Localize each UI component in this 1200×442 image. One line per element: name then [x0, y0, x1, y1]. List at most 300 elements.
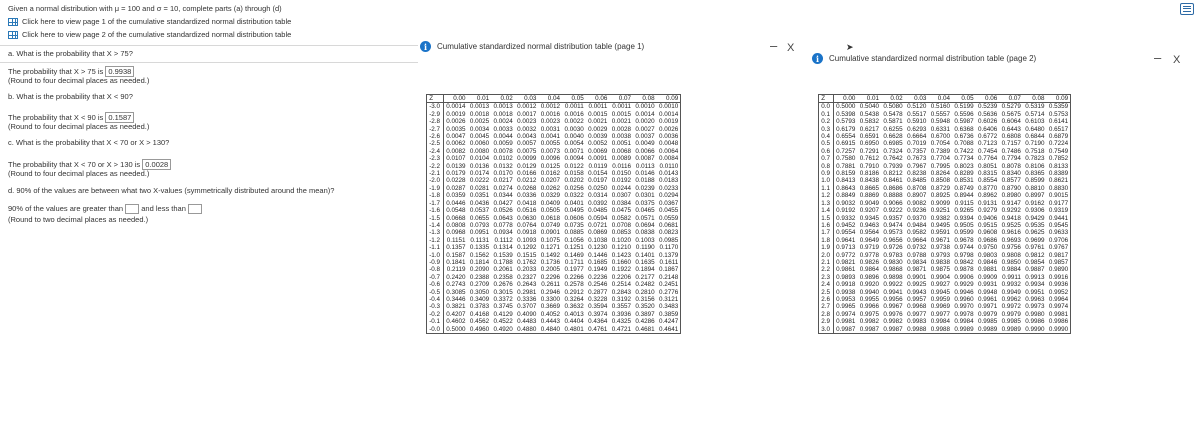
z-value-cell: 0.6 [819, 148, 833, 155]
probability-cell: 0.2033 [517, 266, 537, 274]
probability-cell: 0.0027 [635, 125, 655, 133]
probability-cell: 0.1056 [564, 236, 584, 244]
probability-cell: 0.3121 [659, 295, 679, 303]
probability-cell: 0.0401 [564, 199, 584, 207]
probability-cell: 0.9927 [930, 281, 950, 289]
probability-cell: 0.0351 [469, 192, 490, 200]
probability-cell: 0.0154 [588, 170, 608, 178]
column-header: Z [819, 95, 833, 103]
probability-cell: 0.8365 [1025, 170, 1045, 178]
probability-cell: 0.8810 [1025, 184, 1045, 192]
probability-cell: 0.7019 [907, 140, 927, 148]
probability-cell: 0.0162 [540, 170, 561, 178]
probability-cell: 0.0329 [540, 192, 561, 200]
probability-cell: 0.9984 [954, 318, 974, 326]
table-row [819, 200, 1070, 207]
column-header: 0.04 [539, 95, 563, 103]
probability-cell: 0.0080 [469, 147, 490, 155]
probability-cell: 0.9936 [1048, 281, 1069, 289]
z-value-cell: -0.1 [427, 318, 444, 325]
z-value-cell: 2.9 [819, 318, 833, 325]
probability-cell: 0.0681 [659, 221, 679, 229]
probability-cell: 0.9989 [1001, 325, 1021, 333]
probability-cell: 0.0526 [493, 207, 513, 215]
probability-cell: 0.9115 [954, 199, 974, 207]
probability-cell: 0.0030 [564, 125, 584, 133]
probability-cell: 0.3015 [493, 288, 513, 296]
part-b-note: (Round to four decimal places as needed.) [8, 122, 150, 131]
probability-cell: 0.3897 [635, 310, 655, 318]
probability-cell: 0.7734 [954, 155, 974, 163]
probability-cell: 0.9948 [977, 288, 998, 296]
table-row [819, 103, 1070, 111]
probability-cell: 0.9418 [1001, 214, 1021, 222]
probability-cell: 0.0113 [635, 162, 655, 170]
close-button[interactable]: X [787, 42, 795, 54]
probability-cell: 0.9738 [930, 244, 950, 252]
z-value-cell: 0.0 [819, 103, 833, 111]
probability-cell: 0.2451 [659, 281, 679, 289]
probability-cell: 0.0344 [493, 192, 513, 200]
probability-cell: 0.9979 [977, 310, 998, 318]
probability-cell: 0.9251 [930, 207, 950, 215]
z-value-cell: -1.7 [427, 200, 444, 207]
probability-cell: 0.0110 [659, 162, 679, 170]
probability-cell: 0.1685 [588, 258, 608, 266]
probability-cell: 0.9884 [1001, 266, 1021, 274]
probability-cell: 0.0869 [588, 229, 608, 237]
probability-cell: 0.5239 [977, 103, 998, 111]
probability-cell: 0.9857 [1048, 258, 1069, 266]
probability-cell: 0.6217 [859, 125, 880, 133]
part-d-answer-line [8, 204, 202, 214]
probability-cell: 0.9207 [859, 207, 880, 215]
probability-cell: 0.8980 [1001, 192, 1021, 200]
table-row [819, 140, 1070, 147]
probability-cell: 0.0029 [588, 125, 608, 133]
z-value-cell: 1.7 [819, 229, 833, 236]
column-header: 0.04 [929, 95, 953, 103]
probability-cell: 0.6879 [1048, 133, 1069, 141]
probability-cell: 0.9319 [1048, 207, 1069, 215]
link-page-2-label: Click here to view page 2 of the cumulative standardized normal distribution table [22, 30, 292, 39]
probability-cell: 0.0010 [635, 103, 655, 111]
probability-cell: 0.9463 [859, 221, 880, 229]
probability-cell: 0.4090 [517, 310, 537, 318]
probability-cell: 0.9878 [954, 266, 974, 274]
probability-cell: 0.0427 [493, 199, 513, 207]
probability-cell: 0.0823 [659, 229, 679, 237]
probability-cell: 0.9713 [836, 244, 856, 252]
probability-cell: 0.9625 [1025, 229, 1045, 237]
probability-cell: 0.8708 [907, 184, 927, 192]
probability-cell: 0.0294 [659, 192, 679, 200]
probability-cell: 0.8186 [859, 170, 880, 178]
probability-cell: 0.0166 [517, 170, 537, 178]
probability-cell: 0.9959 [930, 295, 950, 303]
probability-cell: 0.2843 [611, 288, 631, 296]
probability-cell: 0.0015 [588, 110, 608, 118]
probability-cell: 0.0049 [635, 140, 655, 148]
link-page-1[interactable] [8, 17, 291, 26]
probability-cell: 0.6517 [1048, 125, 1069, 133]
probability-cell: 0.3372 [493, 295, 513, 303]
table-row [427, 148, 680, 155]
divider [0, 45, 418, 46]
z-value-cell: -2.4 [427, 148, 444, 155]
probability-cell: 0.7123 [977, 140, 998, 148]
probability-cell: 0.0132 [493, 162, 513, 170]
probability-cell: 0.8888 [883, 192, 903, 200]
table-row [819, 303, 1070, 310]
probability-cell: 0.1423 [611, 251, 631, 259]
minimize-button[interactable]: – [1154, 50, 1162, 65]
z-value-cell: 1.5 [819, 215, 833, 222]
probability-cell: 0.0559 [659, 214, 679, 222]
probability-cell: 0.0032 [517, 125, 537, 133]
z-value-cell: 1.4 [819, 207, 833, 214]
probability-cell: 0.2420 [446, 273, 466, 281]
probability-cell: 0.9545 [1048, 221, 1069, 229]
probability-cell: 0.9945 [930, 288, 950, 296]
probability-cell: 0.0099 [517, 155, 537, 163]
probability-cell: 0.0019 [659, 118, 679, 126]
probability-cell: 0.8849 [836, 192, 856, 200]
part-b-question: b. What is the probability that X < 90? [8, 92, 133, 101]
probability-cell: 0.5199 [954, 103, 974, 111]
probability-cell: 0.8729 [930, 184, 950, 192]
probability-cell: 0.2236 [588, 273, 608, 281]
table-row [427, 215, 680, 222]
z-value-cell: -1.5 [427, 215, 444, 222]
probability-cell: 0.2388 [469, 273, 490, 281]
probability-cell: 0.0233 [659, 184, 679, 192]
z-value-cell: -3.0 [427, 103, 444, 111]
probability-cell: 0.0516 [517, 207, 537, 215]
probability-cell: 0.2981 [517, 288, 537, 296]
probability-cell: 0.0359 [446, 192, 466, 200]
z-value-cell: 1.2 [819, 192, 833, 199]
probability-cell: 0.8159 [836, 170, 856, 178]
probability-cell: 0.2776 [659, 288, 679, 296]
probability-cell: 0.0268 [517, 184, 537, 192]
probability-cell: 0.9987 [859, 325, 880, 333]
probability-cell: 0.2119 [446, 266, 466, 274]
probability-cell: 0.4325 [611, 318, 631, 326]
z-value-cell: 2.7 [819, 303, 833, 310]
probability-cell: 0.9977 [907, 310, 927, 318]
probability-cell: 0.9925 [907, 281, 927, 289]
probability-cell: 0.9974 [836, 310, 856, 318]
probability-cell: 0.0146 [635, 170, 655, 178]
probability-cell: 0.9554 [836, 229, 856, 237]
probability-cell: 0.9345 [859, 214, 880, 222]
probability-cell: 0.9664 [907, 236, 927, 244]
probability-cell: 0.9985 [977, 318, 998, 326]
probability-cell: 0.1977 [564, 266, 584, 274]
table-row [427, 281, 680, 288]
probability-cell: 0.3409 [469, 295, 490, 303]
column-header: Z [427, 95, 444, 103]
probability-cell: 0.0694 [635, 221, 655, 229]
probability-cell: 0.4052 [540, 310, 561, 318]
probability-cell: 0.0721 [588, 221, 608, 229]
probability-cell: 0.8944 [954, 192, 974, 200]
part-b-answer-field[interactable]: 0.1587 [105, 112, 134, 123]
probability-cell: 0.0024 [493, 118, 513, 126]
probability-cell: 0.0012 [517, 103, 537, 111]
probability-cell: 0.9988 [907, 325, 927, 333]
probability-cell: 0.9830 [883, 258, 903, 266]
probability-cell: 0.8485 [907, 177, 927, 185]
probability-cell: 0.0418 [517, 199, 537, 207]
probability-cell: 0.9861 [836, 266, 856, 274]
table-row [427, 155, 680, 162]
probability-cell: 0.7764 [977, 155, 998, 163]
table-row [819, 237, 1070, 244]
probability-cell: 0.8925 [930, 192, 950, 200]
probability-cell: 0.0033 [493, 125, 513, 133]
probability-cell: 0.0582 [611, 214, 631, 222]
probability-cell: 0.9918 [836, 281, 856, 289]
probability-cell: 0.0901 [540, 229, 561, 237]
probability-cell: 0.2061 [493, 266, 513, 274]
probability-cell: 0.9871 [907, 266, 927, 274]
table-row [427, 274, 680, 281]
column-header: 0.07 [610, 95, 634, 103]
probability-cell: 0.2546 [588, 281, 608, 289]
probability-cell: 0.0096 [540, 155, 561, 163]
probability-cell: 0.0066 [635, 147, 655, 155]
probability-cell: 0.9678 [954, 236, 974, 244]
probability-cell: 0.0179 [446, 170, 466, 178]
probability-cell: 0.4443 [540, 318, 561, 326]
probability-cell: 0.9222 [883, 207, 903, 215]
table-row [427, 259, 680, 266]
probability-cell: 0.9608 [977, 229, 998, 237]
probability-cell: 0.7852 [1048, 155, 1069, 163]
probability-cell: 0.7157 [1001, 140, 1021, 148]
table-row [427, 118, 680, 125]
probability-cell: 0.6480 [1025, 125, 1045, 133]
table-row [819, 148, 1070, 155]
probability-cell: 0.0107 [446, 155, 466, 163]
probability-cell: 0.0301 [635, 192, 655, 200]
probability-cell: 0.9920 [859, 281, 880, 289]
probability-cell: 0.2177 [635, 273, 655, 281]
column-header: 0.05 [952, 95, 976, 103]
probability-cell: 0.0174 [469, 170, 490, 178]
probability-cell: 0.4286 [635, 318, 655, 326]
probability-cell: 0.0384 [611, 199, 631, 207]
probability-cell: 0.9783 [883, 251, 903, 259]
panel-1-header [420, 41, 644, 52]
probability-cell: 0.0281 [469, 184, 490, 192]
probability-cell: 0.8438 [859, 177, 880, 185]
z-table-page-1-grid [427, 95, 680, 333]
probability-cell: 0.6950 [859, 140, 880, 148]
probability-cell: 0.9893 [836, 273, 856, 281]
probability-cell: 0.0025 [469, 118, 490, 126]
probability-cell: 0.0287 [446, 184, 466, 192]
column-header: 0.08 [633, 95, 657, 103]
z-table-page-2-grid [819, 95, 1070, 333]
menu-icon[interactable] [1180, 3, 1194, 15]
probability-cell: 0.9279 [977, 207, 998, 215]
probability-cell: 0.6443 [1001, 125, 1021, 133]
probability-cell: 0.0170 [493, 170, 513, 178]
table-row [427, 318, 680, 325]
probability-cell: 0.9970 [954, 303, 974, 311]
probability-cell: 0.3300 [540, 295, 561, 303]
probability-cell: 0.2327 [517, 273, 537, 281]
probability-cell: 0.8340 [1001, 170, 1021, 178]
probability-cell: 0.8997 [1025, 192, 1045, 200]
probability-cell: 0.9989 [954, 325, 974, 333]
part-d-lower-field[interactable] [125, 204, 139, 214]
part-d-upper-field[interactable] [188, 204, 202, 214]
column-header: 0.09 [1047, 95, 1071, 103]
probability-cell: 0.9726 [883, 244, 903, 252]
z-value-cell: 1.8 [819, 237, 833, 244]
probability-cell: 0.1446 [588, 251, 608, 259]
z-value-cell: 2.3 [819, 274, 833, 281]
link-page-2[interactable] [8, 30, 291, 39]
probability-cell: 0.9941 [883, 288, 903, 296]
probability-cell: 0.9868 [883, 266, 903, 274]
table-row [819, 126, 1070, 133]
probability-cell: 0.0217 [493, 177, 513, 185]
probability-cell: 0.1515 [517, 251, 537, 259]
probability-cell: 0.0749 [540, 221, 561, 229]
probability-cell: 0.9943 [907, 288, 927, 296]
probability-cell: 0.8413 [836, 177, 856, 185]
z-value-cell: 0.9 [819, 170, 833, 177]
table-row [819, 118, 1070, 125]
probability-cell: 0.0035 [446, 125, 466, 133]
probability-cell: 0.2358 [493, 273, 513, 281]
probability-cell: 0.9032 [836, 199, 856, 207]
probability-cell: 0.7454 [977, 147, 998, 155]
probability-cell: 0.0256 [564, 184, 584, 192]
table-header-row [427, 95, 680, 103]
part-c-answer-field[interactable]: 0.0028 [142, 159, 171, 170]
probability-cell: 0.0104 [469, 155, 490, 163]
probability-cell: 0.0192 [611, 177, 631, 185]
probability-cell: 0.0129 [517, 162, 537, 170]
part-a-question: a. What is the probability that X > 75? [8, 49, 133, 58]
probability-cell: 0.3446 [446, 295, 466, 303]
probability-cell: 0.4761 [588, 325, 608, 333]
probability-cell: 0.0630 [517, 214, 537, 222]
probability-cell: 0.0041 [540, 133, 561, 141]
probability-cell: 0.0918 [517, 229, 537, 237]
probability-cell: 0.3228 [588, 295, 608, 303]
table-row [819, 311, 1070, 318]
probability-cell: 0.1762 [517, 258, 537, 266]
probability-cell: 0.9484 [907, 221, 927, 229]
probability-cell: 0.9913 [1025, 273, 1045, 281]
probability-cell: 0.1379 [659, 251, 679, 259]
probability-cell: 0.4641 [659, 325, 679, 333]
table-row [427, 244, 680, 251]
probability-cell: 0.3783 [469, 303, 490, 311]
probability-cell: 0.0735 [564, 221, 584, 229]
minimize-button[interactable]: – [770, 38, 778, 53]
probability-cell: 0.9987 [883, 325, 903, 333]
table-row [819, 289, 1070, 296]
probability-cell: 0.5517 [907, 110, 927, 118]
link-page-1-label: Click here to view page 1 of the cumulative standardized normal distribution table [22, 17, 292, 26]
part-a-answer-field[interactable]: 0.9938 [105, 66, 134, 77]
probability-cell: 0.9099 [930, 199, 950, 207]
probability-cell: 0.8133 [1048, 162, 1069, 170]
probability-cell: 0.0465 [635, 207, 655, 215]
probability-cell: 0.9982 [859, 318, 880, 326]
probability-cell: 0.8023 [954, 162, 974, 170]
probability-cell: 0.5120 [907, 103, 927, 111]
probability-cell: 0.0082 [446, 147, 466, 155]
probability-cell: 0.3974 [588, 310, 608, 318]
probability-cell: 0.0026 [446, 118, 466, 126]
probability-cell: 0.0014 [446, 103, 466, 111]
probability-cell: 0.1251 [564, 244, 584, 252]
probability-cell: 0.0409 [540, 199, 561, 207]
probability-cell: 0.0228 [446, 177, 466, 185]
probability-cell: 0.9990 [1025, 325, 1045, 333]
column-header: 0.00 [444, 95, 468, 103]
probability-cell: 0.9965 [836, 303, 856, 311]
probability-cell: 0.6985 [883, 140, 903, 148]
probability-cell: 0.0934 [493, 229, 513, 237]
probability-cell: 0.7257 [836, 147, 856, 155]
part-c-question: c. What is the probability that X < 70 or X > 130? [8, 138, 170, 147]
probability-cell: 0.5753 [1048, 110, 1069, 118]
probability-cell: 0.2946 [540, 288, 561, 296]
probability-cell: 0.3707 [517, 303, 537, 311]
probability-cell: 0.9976 [883, 310, 903, 318]
probability-cell: 0.9981 [836, 318, 856, 326]
table-row [819, 281, 1070, 288]
probability-cell: 0.0057 [517, 140, 537, 148]
probability-cell: 0.5636 [977, 110, 998, 118]
probability-cell: 0.9162 [1025, 199, 1045, 207]
probability-cell: 0.9525 [1001, 221, 1021, 229]
probability-cell: 0.0838 [635, 229, 655, 237]
probability-cell: 0.0026 [659, 125, 679, 133]
probability-cell: 0.0485 [588, 207, 608, 215]
z-value-cell: 0.7 [819, 155, 833, 162]
probability-cell: 0.0143 [659, 170, 679, 178]
probability-cell: 0.1611 [659, 258, 679, 266]
probability-cell: 0.0139 [446, 162, 466, 170]
probability-cell: 0.0116 [612, 162, 631, 170]
probability-cell: 0.0392 [588, 199, 608, 207]
close-button[interactable]: X [1173, 54, 1181, 66]
probability-cell: 0.4404 [564, 318, 584, 326]
probability-cell: 0.0062 [446, 140, 466, 148]
probability-cell: 0.0031 [540, 125, 561, 133]
probability-cell: 0.6141 [1048, 118, 1069, 126]
probability-cell: 0.9969 [930, 303, 950, 311]
column-header: 0.06 [586, 95, 610, 103]
z-value-cell: -2.7 [427, 126, 444, 133]
probability-cell: 0.9441 [1048, 214, 1069, 222]
probability-cell: 0.2743 [446, 281, 466, 289]
probability-cell: 0.1867 [659, 266, 679, 274]
probability-cell: 0.9916 [1048, 273, 1069, 281]
probability-cell: 0.9573 [883, 229, 903, 237]
